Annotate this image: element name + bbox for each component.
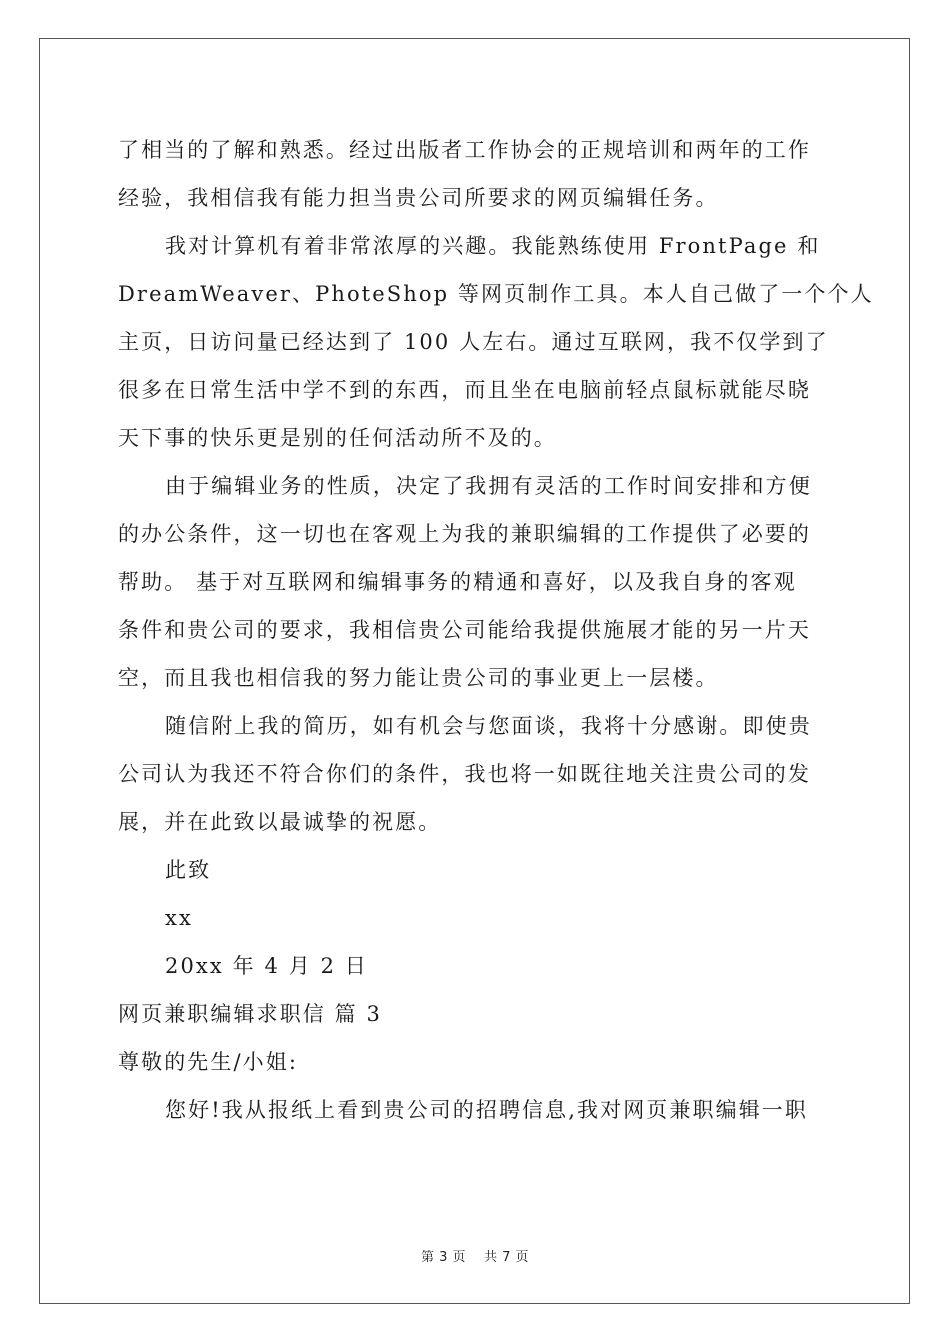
text-line: DreamWeaver、PhoteShop 等网页制作工具。本人自己做了一个个人 bbox=[118, 282, 874, 306]
text-line: 天下事的快乐更是别的任何活动所不及的。 bbox=[118, 426, 557, 450]
page-total: 共 7 页 bbox=[484, 1250, 530, 1265]
text-line: 经验，我相信我有能力担当贵公司所要求的网页编辑任务。 bbox=[118, 186, 719, 210]
page-footer bbox=[0, 1246, 950, 1265]
text-line: 主页，日访问量已经达到了 100 人左右。通过互联网，我不仅学到了 bbox=[118, 330, 829, 354]
page-number: 第 3 页 bbox=[420, 1250, 466, 1265]
greeting: 尊敬的先生/小姐: bbox=[118, 1050, 299, 1074]
text-line: 公司认为我还不符合你们的条件，我也将一如既往地关注贵公司的发 bbox=[118, 762, 811, 786]
paragraph-start: 由于编辑业务的性质，决定了我拥有灵活的工作时间安排和方便 bbox=[165, 474, 812, 498]
letter-date: 20xx 年 4 月 2 日 bbox=[165, 954, 368, 978]
text-line: 展，并在此致以最诚挚的祝愿。 bbox=[118, 810, 442, 834]
text-line: 空，而且我也相信我的努力能让贵公司的事业更上一层楼。 bbox=[118, 666, 719, 690]
text-line: 了相当的了解和熟悉。经过出版者工作协会的正规培训和两年的工作 bbox=[118, 138, 811, 162]
text-line: 的办公条件，这一切也在客观上为我的兼职编辑的工作提供了必要的 bbox=[118, 522, 811, 546]
section-heading: 网页兼职编辑求职信 篇 3 bbox=[118, 1002, 383, 1026]
paragraph-start: 随信附上我的简历，如有机会与您面谈，我将十分感谢。即使贵 bbox=[165, 714, 812, 738]
text-line: 帮助。 基于对互联网和编辑事务的精通和喜好，以及我自身的客观 bbox=[118, 570, 797, 594]
closing-salutation: 此致 bbox=[165, 858, 212, 882]
text-line: 条件和贵公司的要求，我相信贵公司能给我提供施展才能的另一片天 bbox=[118, 618, 811, 642]
text-line: 很多在日常生活中学不到的东西，而且坐在电脑前轻点鼠标就能尽晓 bbox=[118, 378, 811, 402]
document-body bbox=[118, 126, 874, 1134]
paragraph-start: 您好!我从报纸上看到贵公司的招聘信息,我对网页兼职编辑一职 bbox=[165, 1098, 809, 1122]
signature-name: xx bbox=[165, 906, 193, 930]
paragraph-start: 我对计算机有着非常浓厚的兴趣。我能熟练使用 FrontPage 和 bbox=[165, 234, 821, 258]
